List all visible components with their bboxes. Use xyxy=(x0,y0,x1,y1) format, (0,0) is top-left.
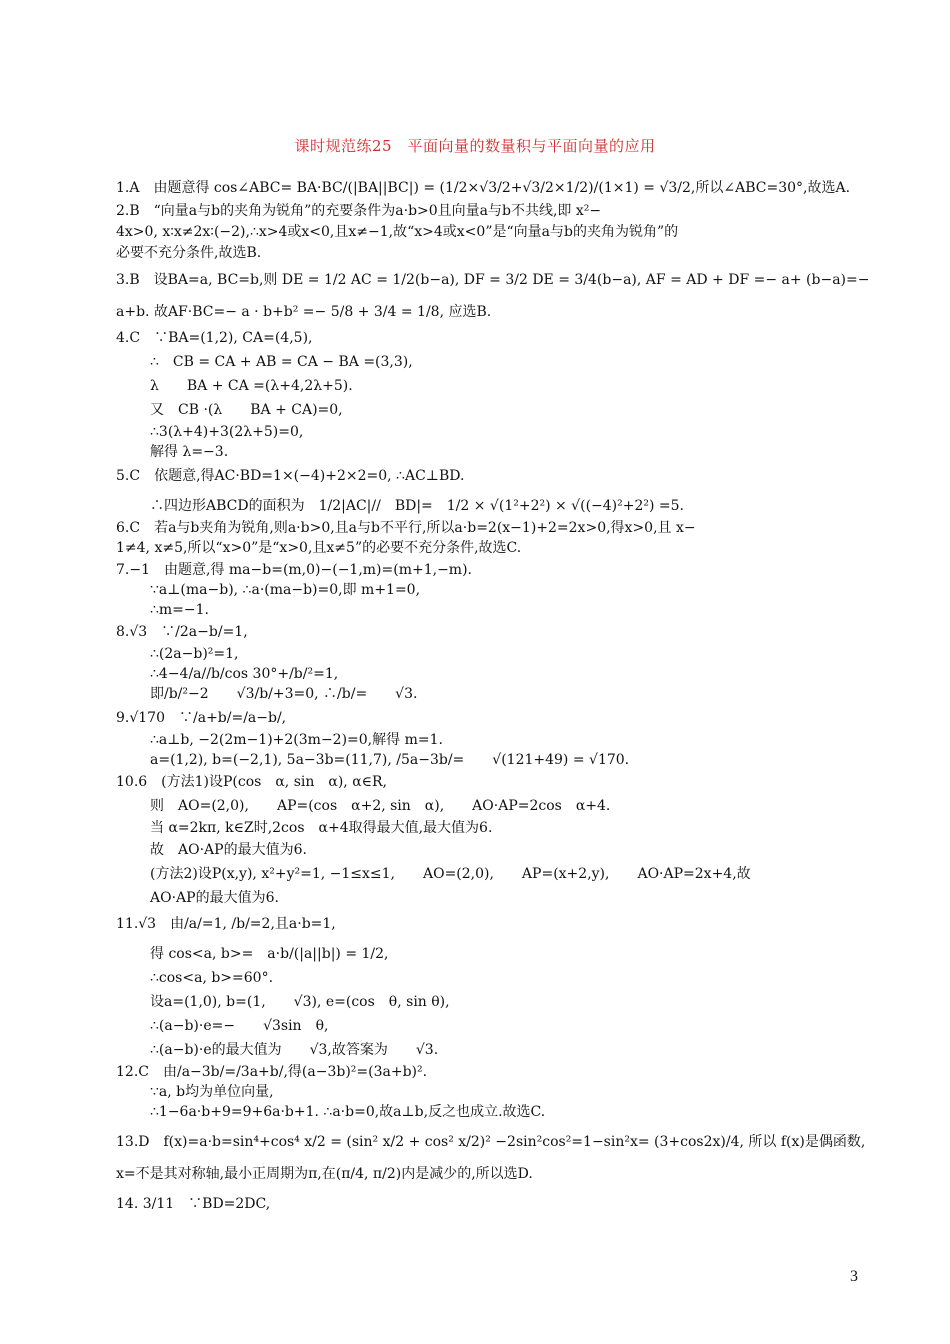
answer-line: 4x>0, x∶x≠2x∶(−2),∴x>4或x<0,且x≠−1,故“x>4或x<0”是“向量a与b的夹角为锐角”的 xyxy=(116,224,679,240)
answer-line: AO·AP的最大值为6. xyxy=(150,890,279,906)
answer-line: ∴(a−b)·e的最大值为 √3,故答案为 √3. xyxy=(150,1042,439,1058)
answer-line: ∴四边形ABCD的面积为 1/2|AC|// BD|= 1/2 × √(1²+2²) × √((−4)²+2²) =5. xyxy=(150,498,684,514)
answer-line: 解得 λ=−3. xyxy=(150,444,229,460)
answer-line: 则 AO=(2,0), AP=(cos α+2, sin α), AO·AP=2cos α+4. xyxy=(150,798,611,814)
answer-line: 又 CB ·(λ BA + CA)=0, xyxy=(150,402,343,418)
answer-line: 12.C 由/a−3b/=/3a+b/,得(a−3b)²=(3a+b)². xyxy=(116,1064,428,1080)
answer-line: 设a=(1,0), b=(1, √3), e=(cos θ, sin θ), xyxy=(150,994,450,1010)
answer-line: ∵a⊥(ma−b), ∴a·(ma−b)=0,即 m+1=0, xyxy=(150,582,421,598)
answer-line: ∴m=−1. xyxy=(150,602,210,618)
answer-line: (方法2)设P(x,y), x²+y²=1, −1≤x≤1, AO=(2,0), AP=(x+2,y), AO·AP=2x+4,故 xyxy=(150,866,751,882)
answer-line: 5.C 依题意,得AC·BD=1×(−4)+2×2=0, ∴AC⊥BD. xyxy=(116,468,465,484)
answer-line: ∴3(λ+4)+3(2λ+5)=0, xyxy=(150,424,304,440)
answer-line: 9.√170 ∵/a+b/=/a−b/, xyxy=(116,710,287,726)
answer-line: 即/b/²−2 √3/b/+3=0, ∴/b/= √3. xyxy=(150,686,418,702)
answer-line: ∴(2a−b)²=1, xyxy=(150,646,239,662)
answer-line: 13.D f(x)=a·b=sin⁴+cos⁴ x/2 = (sin² x/2 + cos² x/2)² −2sin²cos²=1−sin²x= (3+cos2x)/4, 所以 f(x)是偶函数, xyxy=(116,1134,866,1150)
answer-line: ∴(a−b)·e=− √3sin θ, xyxy=(150,1018,329,1034)
answer-line: a+b. 故AF·BC=− a · b+b² =− 5/8 + 3/4 = 1/8, 应选B. xyxy=(116,304,492,320)
answer-line: 10.6 (方法1)设P(cos α, sin α), α∈R, xyxy=(116,774,387,790)
answer-line: 故 AO·AP的最大值为6. xyxy=(150,842,307,858)
answer-line: 当 α=2kπ, k∈Z时,2cos α+4取得最大值,最大值为6. xyxy=(150,820,493,836)
answer-line: 得 cos<a, b>= a·b/(|a||b|) = 1/2, xyxy=(150,946,389,962)
answer-line: 必要不充分条件,故选B. xyxy=(116,245,262,261)
answer-line: a=(1,2), b=(−2,1), 5a−3b=(11,7), /5a−3b/= √(121+49) = √170. xyxy=(150,752,630,768)
answer-line: ∴cos<a, b>=60°. xyxy=(150,970,274,986)
page-title: 课时规范练25 平面向量的数量积与平面向量的应用 xyxy=(294,137,656,155)
answer-line: 1≠4, x≠5,所以“x>0”是“x>0,且x≠5”的必要不充分条件,故选C. xyxy=(116,540,522,556)
answer-line: ∴ CB = CA + AB = CA − BA =(3,3), xyxy=(150,354,413,370)
page-number: 3 xyxy=(850,1268,858,1285)
answer-line: 4.C ∵BA=(1,2), CA=(4,5), xyxy=(116,330,313,346)
answer-line: 14. 3/11 ∵BD=2DC, xyxy=(116,1196,271,1212)
answer-line: 8.√3 ∵/2a−b/=1, xyxy=(116,624,248,640)
answer-line: ∴1−6a·b+9=9+6a·b+1. ∴a·b=0,故a⊥b,反之也成立.故选C. xyxy=(150,1104,546,1120)
answer-line: 7.−1 由题意,得 ma−b=(m,0)−(−1,m)=(m+1,−m). xyxy=(116,562,472,578)
answer-line: 11.√3 由/a/=1, /b/=2,且a·b=1, xyxy=(116,916,336,932)
answer-line: ∴a⊥b, −2(2m−1)+2(3m−2)=0,解得 m=1. xyxy=(150,732,443,748)
answer-line: λ BA + CA =(λ+4,2λ+5). xyxy=(150,378,353,394)
answer-line: x=不是其对称轴,最小正周期为π,在(π/4, π/2)内是减少的,所以选D. xyxy=(116,1166,533,1182)
answer-line: 1.A 由题意得 cos∠ABC= BA·BC/(|BA||BC|) = (1/2×√3/2+√3/2×1/2)/(1×1) = √3/2,所以∠ABC=30°,故选A. xyxy=(116,180,851,196)
answer-line: ∴4−4/a//b/cos 30°+/b/²=1, xyxy=(150,666,339,682)
answer-line: 6.C 若a与b夹角为锐角,则a·b>0,且a与b不平行,所以a·b=2(x−1)+2=2x>0,得x>0,且 x− xyxy=(116,520,696,536)
answer-line: 2.B “向量a与b的夹角为锐角”的充要条件为a·b>0且向量a与b不共线,即 x²− xyxy=(116,203,602,219)
answer-line: ∵a, b均为单位向量, xyxy=(150,1084,274,1100)
answer-line: 3.B 设BA=a, BC=b,则 DE = 1/2 AC = 1/2(b−a), DF = 3/2 DE = 3/4(b−a), AF = AD + DF =− a+ (b−a)=− xyxy=(116,272,870,288)
